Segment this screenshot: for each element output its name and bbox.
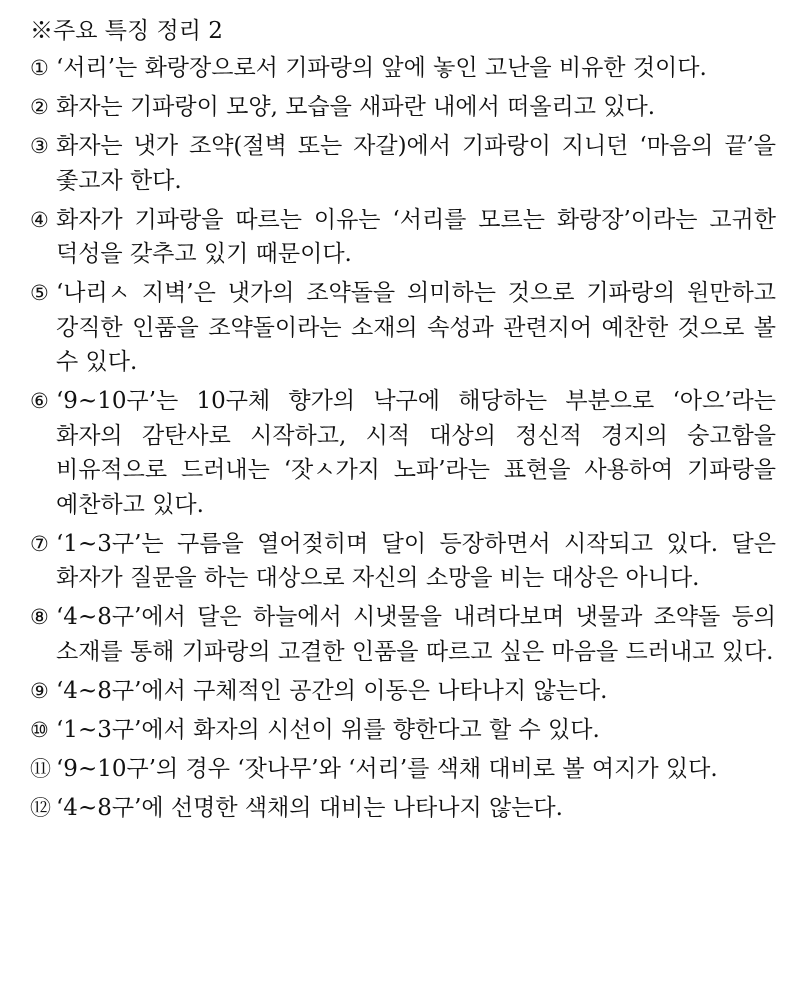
item-text: ‘9~10구’의 경우 ‘잣나무’와 ‘서리’를 색채 대비로 볼 여지가 있다. bbox=[56, 755, 718, 782]
item-text: 화자는 기파랑이 모양, 모습을 새파란 내에서 떠올리고 있다. bbox=[56, 94, 656, 120]
section-title: ※주요 특징 정리 2 bbox=[30, 18, 223, 44]
item-number: ⑪ bbox=[30, 756, 51, 781]
item-text: ‘4~8구’에서 달은 하늘에서 시냇물을 내려다보며 냇물과 조약돌 등의 소재를 통해 기파랑의 고결한 인품을 따르고 싶은 마음을 드러내고 있다. bbox=[56, 604, 776, 665]
list-item bbox=[30, 203, 776, 272]
item-number: ⑦ bbox=[30, 531, 49, 556]
feature-list bbox=[30, 51, 776, 825]
item-number: ⑩ bbox=[30, 717, 49, 742]
item-text: ‘1~3구’에서 화자의 시선이 위를 향한다고 할 수 있다. bbox=[56, 716, 600, 743]
list-item bbox=[30, 51, 776, 86]
list-item bbox=[30, 713, 776, 748]
item-text: ‘1~3구’는 구름을 열어젖히며 달이 등장하면서 시작되고 있다. 달은 화자가 질문을 하는 대상으로 자신의 소망을 비는 대상은 아니다. bbox=[56, 530, 776, 591]
list-item bbox=[30, 90, 776, 125]
list-item bbox=[30, 674, 776, 709]
list-item bbox=[30, 384, 776, 522]
item-number: ⑨ bbox=[30, 678, 49, 703]
item-number: ④ bbox=[30, 207, 49, 232]
item-text: 화자는 냇가 조약(절벽 또는 자갈)에서 기파랑이 지니던 ‘마음의 끝’을 좇고자 한다. bbox=[56, 133, 776, 194]
item-number: ① bbox=[30, 56, 49, 80]
item-number: ② bbox=[30, 95, 49, 119]
item-text: ‘4~8구’에서 구체적인 공간의 이동은 나타나지 않는다. bbox=[56, 677, 608, 704]
item-number: ③ bbox=[30, 134, 49, 158]
list-item bbox=[30, 129, 776, 198]
item-text: 화자가 기파랑을 따르는 이유는 ‘서리를 모르는 화랑장’이라는 고귀한 덕성을 갖추고 있기 때문이다. bbox=[56, 206, 776, 267]
item-text: ‘4~8구’에 선명한 색채의 대비는 나타나지 않는다. bbox=[56, 794, 563, 821]
item-number: ⑧ bbox=[30, 605, 49, 629]
list-item bbox=[30, 276, 776, 380]
item-text: ‘서리’는 화랑장으로서 기파랑의 앞에 놓인 고난을 비유한 것이다. bbox=[56, 55, 707, 81]
list-item bbox=[30, 791, 776, 826]
item-text: ‘9~10구’는 10구체 향가의 낙구에 해당하는 부분으로 ‘아으’라는 화자의 감탄사로 시작하고, 시적 대상의 정신적 경지의 숭고함을 비유적으로 드러내는 ‘잣ㅅ가지 노파’라는 표현을 사용하여 기파랑을 예찬하고 있다. bbox=[56, 388, 776, 518]
item-number: ⑥ bbox=[30, 389, 49, 413]
list-item bbox=[30, 600, 776, 669]
item-text: ‘나리ㅅ 지벽’은 냇가의 조약돌을 의미하는 것으로 기파랑의 원만하고 강직한 인품을 조약돌이라는 소재의 속성과 관련지어 예찬한 것으로 볼 수 있다. bbox=[56, 280, 776, 375]
list-item bbox=[30, 527, 776, 596]
list-item bbox=[30, 752, 776, 787]
item-number: ⑫ bbox=[30, 795, 51, 820]
item-number: ⑤ bbox=[30, 281, 49, 305]
